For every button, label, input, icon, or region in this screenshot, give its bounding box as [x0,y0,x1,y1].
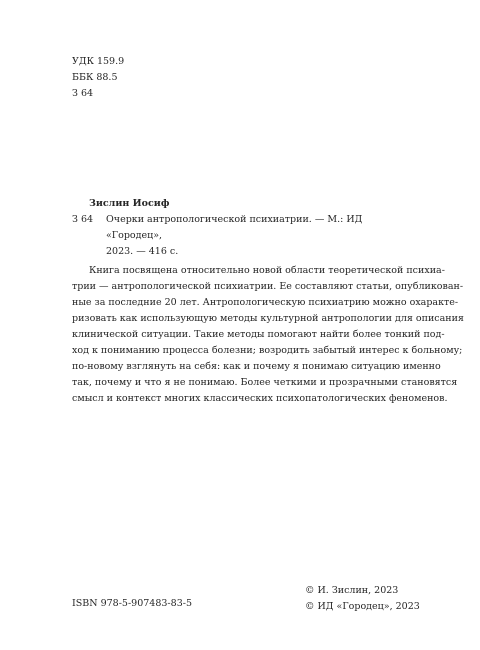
annotation-line: трии — антропологической психиатрии. Ее составляют статьи, опубликован- [72,281,464,292]
udk-code: УДК 159.9 [72,56,125,67]
annotation-line: ризовать как использующую методы культурной антропологии для описания [72,313,464,324]
annotation [72,263,464,407]
annotation-line: Книга посвящена относительно новой области теоретической психиа- [89,265,445,276]
entry-code: З 64 [72,214,94,225]
entry-row [72,212,412,244]
isbn: ISBN 978-5-907483-83-5 [72,598,192,609]
catalog-entry [72,196,412,260]
annotation-line: так, почему и что я не понимаю. Более четкими и прозрачными становятся [72,377,458,388]
entry-publication-line: 2023. — 416 с. [106,246,179,257]
annotation-line: клинической ситуации. Такие методы помогают найти более тонкий под- [72,329,445,340]
annotation-line: ход к пониманию процесса болезни; возродить забытый интерес к больному; [72,345,463,356]
copyright-notice [305,583,420,615]
author-mark: З 64 [72,88,94,99]
author-name: Зислин Иосиф [89,198,170,209]
copyright-publisher: © ИД «Городец», 2023 [305,601,420,612]
classification-codes [72,54,124,102]
annotation-line: смысл и контекст многих классических психопатологических феноменов. [72,393,448,404]
bbk-code: ББК 88.5 [72,72,118,83]
entry-title-line: Очерки антропологической психиатрии. — М.: ИД «Городец», [106,214,363,241]
copyright-author: © И. Зислин, 2023 [305,585,399,596]
annotation-line: ные за последние 20 лет. Антропологическую психиатрию можно охарактe- [72,297,459,308]
annotation-line: по-новому взглянуть на себя: как и почему я понимаю ситуацию именно [72,361,441,372]
